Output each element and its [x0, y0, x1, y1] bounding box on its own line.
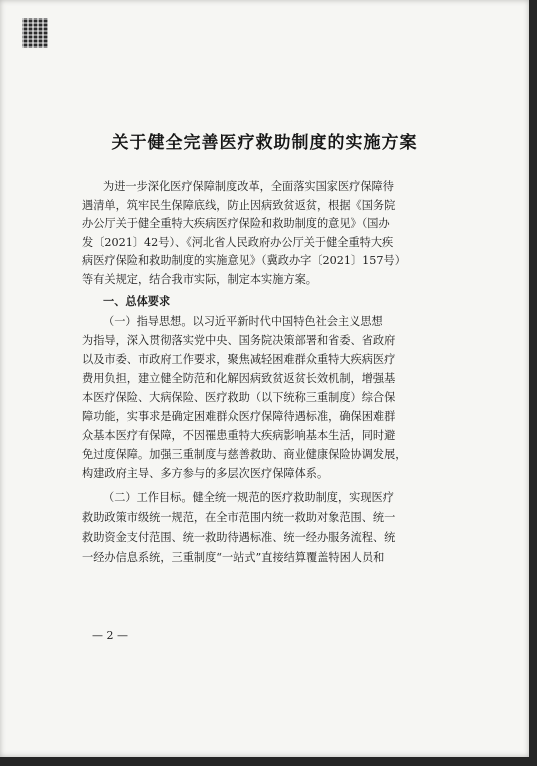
- body-line: 为进一步深化医疗保障制度改革，全面落实国家医疗保障待: [103, 180, 394, 193]
- body-line: 为指导，深入贯彻落实党中央、国务院决策部署和省委、省政府: [82, 334, 396, 347]
- body-line: 众基本医疗有保障，不因罹患重特大疾病影响基本生活，同时避: [82, 429, 396, 442]
- body-line: 办公厅关于健全重特大疾病医疗保险和救助制度的意见》（国办: [82, 217, 390, 230]
- body-line: 以及市委、市政府工作要求，聚焦减轻困难群众重特大疾病医疗: [82, 353, 396, 366]
- body-line: 救助资金支付范围、统一救助待遇标准、统一经办服务流程、统: [82, 531, 396, 544]
- body-line: 遇清单，筑牢民生保障底线，防止因病致贫返贫，根据《国务院: [82, 199, 396, 212]
- body-line: 等有关规定，结合我市实际，制定本实施方案。: [82, 273, 317, 286]
- body-line: 一经办信息系统，三重制度“一站式”直接结算覆盖特困人员和: [82, 551, 385, 564]
- body-line: 救助政策市级统一规范，在全市范围内统一救助对象范围、统一: [82, 511, 396, 524]
- body-line: 本医疗保险、大病保险、医疗救助（以下统称三重制度）综合保: [82, 391, 396, 404]
- section-heading: 一、总体要求: [103, 294, 171, 308]
- body-line: 病医疗保险和救助制度的实施意见》（冀政办字〔2021〕157号）: [82, 254, 406, 267]
- body-line: 免过度保障。加强三重制度与慈善救助、商业健康保险协调发展，: [82, 448, 407, 461]
- qr-code-icon: [22, 18, 48, 48]
- body-line: 构建政府主导、多方参与的多层次医疗保障体系。: [82, 467, 329, 480]
- body-line: 费用负担，建立健全防范和化解因病致贫返贫长效机制，增强基: [82, 372, 396, 385]
- page-number: — 2 —: [92, 629, 128, 642]
- body-line: 发〔2021〕42号）、《河北省人民政府办公厅关于健全重特大疾: [82, 236, 394, 249]
- document-title: 关于健全完善医疗救助制度的实施方案: [111, 133, 418, 153]
- body-line: （一）指导思想。以习近平新时代中国特色社会主义思想: [103, 315, 383, 328]
- body-line: 障功能，实事求是确定困难群众医疗保障待遇标准，确保困难群: [82, 410, 396, 423]
- body-line: （二）工作目标。健全统一规范的医疗救助制度，实现医疗: [103, 491, 394, 504]
